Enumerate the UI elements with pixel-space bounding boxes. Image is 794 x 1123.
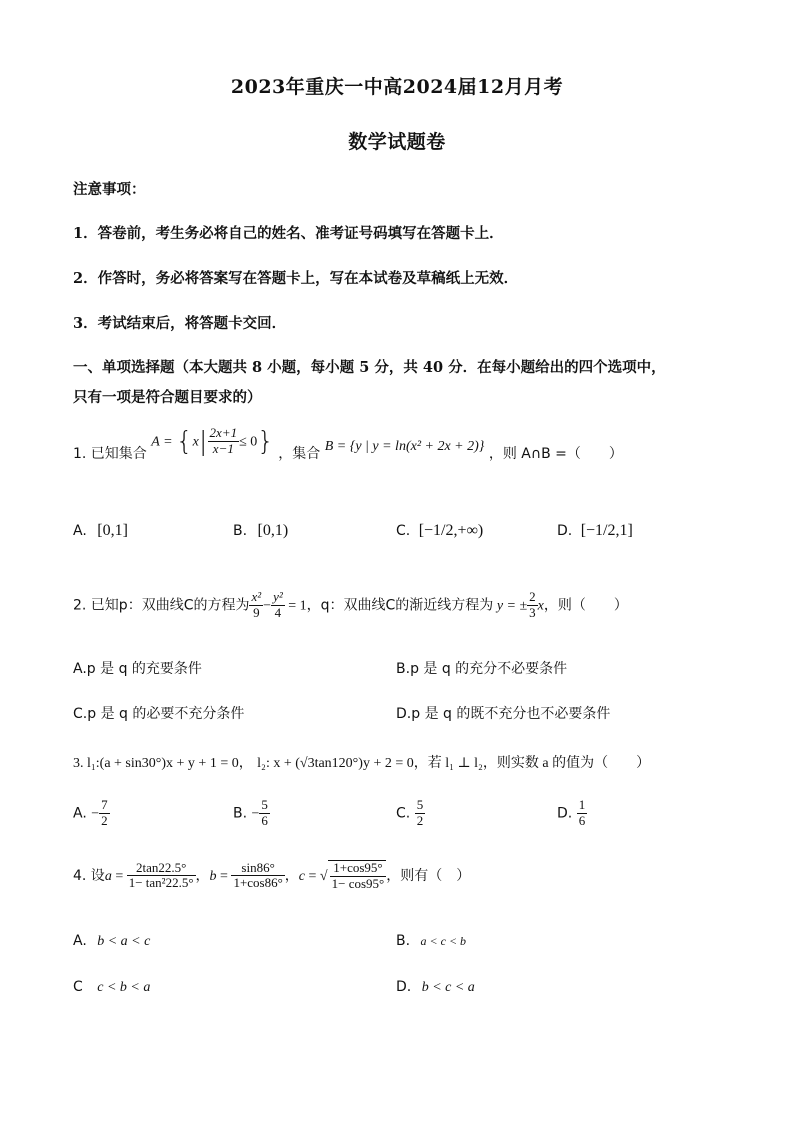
q4-c-num: 1+cos95° [330, 861, 387, 877]
q2-frac-y: $\frac{\text{y²}}{4}$ [273, 589, 283, 620]
q3-line-1: 3. l₁:(a + sin30°)x + y + 1 = 0， [73, 756, 253, 771]
q1-option-a-label: A. [73, 523, 87, 539]
q2-eq-mid: ，q：双曲线C的渐近线方程为 [306, 597, 494, 614]
q3-option-d-label: D. [557, 805, 573, 822]
notice-heading: 注意事项： [73, 181, 146, 198]
q4-option-d-label: D. [396, 979, 412, 995]
q2-option-c-text: p 是 q 的必要不充分条件 [87, 706, 245, 722]
q1-option-a-text: [0,1] [97, 522, 128, 539]
q1-set-b: B = {y | y = ln(x² + 2x + 2)} [324, 439, 485, 454]
q1-suffix: ，则 A∩B =（ ） [488, 446, 623, 462]
exam-subtitle: 数学试题卷 [348, 131, 446, 153]
q4-b-num: sin86° [231, 861, 284, 877]
q4-frac-a [127, 861, 196, 892]
notice-item-1: 1．答卷前，考生务必将自己的姓名、准考证号码填写在答题卡上． [73, 225, 504, 242]
q1-option-d[interactable] [557, 522, 633, 540]
q2-option-c[interactable] [73, 703, 244, 723]
q1-option-b-label: B. [233, 523, 248, 539]
q3-option-b-label: B. [233, 805, 248, 822]
question-2: 2. 已知p：双曲线C的方程为 $\frac{\text{x²}}{9}$ − $\frac{\text{y²}}{4}$ = 1，q：双曲线C的渐近线方程为 y = ± $\frac{2}{3}$ x，则（ ） [73, 589, 628, 620]
q3-option-d-num: 1 [578, 797, 586, 812]
question-1 [73, 425, 623, 463]
q4-suffix: ，则有（ ） [386, 867, 471, 884]
q2-option-b-label: B. [396, 661, 411, 677]
q2-frac-asym: $\frac{2}{3}$ [529, 589, 536, 620]
q3-option-b[interactable] [233, 798, 270, 829]
q3-option-c[interactable] [396, 798, 425, 829]
q4-option-c-text: c < b < a [97, 980, 151, 995]
q3-option-c-frac [415, 798, 426, 829]
q3-option-b-sign: − [251, 806, 260, 822]
q2-option-a-label: A. [73, 661, 87, 677]
q1-option-d-label: D. [557, 523, 573, 539]
q3-option-a-frac [99, 798, 110, 829]
q1-mid: ，集合 [278, 446, 321, 462]
q4-option-b-label: B. [396, 933, 411, 949]
q2-prefix: 2. 已知p：双曲线C的方程为 [73, 597, 250, 614]
q1-option-d-text: [−1/2,1] [580, 522, 633, 539]
q3-option-a-den: 2 [101, 812, 108, 828]
q1-option-b-text: [0,1) [257, 522, 289, 539]
q2-frac-x: $\frac{\text{x²}}{9}$ [251, 589, 262, 620]
q4-a-num: 2tan22.5° [127, 861, 196, 877]
q3-option-d[interactable] [557, 798, 587, 829]
q4-option-b-text: a < c < b [420, 934, 467, 948]
q4-option-a-label: A. [73, 933, 87, 949]
q4-a-den: 1− tan²22.5° [128, 875, 194, 891]
q2-option-a-text: p 是 q 的充要条件 [86, 661, 202, 677]
q3-option-a-sign: − [91, 806, 100, 822]
q1-set-a-lhs: A = [151, 434, 177, 450]
q4-option-d-text: b < c < a [421, 980, 475, 995]
q3-line-2: l₂: x + (√3tan120°)y + 2 = 0，若 l₁ ⊥ l₂，则实数 a 的值为（ ） [257, 756, 651, 771]
notice-item-3: 3．考试结束后，将答题卡交回． [73, 315, 287, 332]
q1-set-a-rel: ≤ 0 [239, 434, 258, 450]
q4-option-c-label: C [73, 979, 83, 995]
q2-option-c-label: C. [73, 706, 88, 722]
q3-option-a-num: 7 [101, 797, 108, 812]
section1-heading-line1: 一、单项选择题（本大题共 8 小题，每小题 5 分，共 40 分．在每小题给出的四个选项中， [73, 359, 666, 376]
q2-option-b-text: p 是 q 的充分不必要条件 [410, 661, 568, 677]
q1-set-a-var: x [192, 434, 199, 450]
q3-option-a[interactable] [73, 798, 110, 829]
section1-heading-line2: 只有一项是符合题目要求的） [73, 389, 262, 406]
q3-option-c-num: 5 [416, 797, 424, 812]
q3-option-d-frac [577, 798, 588, 829]
q1-set-a-num: 2x+1 [209, 425, 238, 440]
q2-option-a[interactable] [73, 658, 202, 678]
question-4: 4. 设a = $\frac{2\tan 22.5^\circ}{\text{1− tan²22.5°}}$ ，b = $\frac{\sin 86^\circ}{1+\cos 86^\circ}$ ，c = √ $\frac{1+\cos 95^\circ}{1- \cos 95^\circ}$ ，则有（ ） [73, 859, 471, 891]
notice-item-2: 2．作答时，务必将答案写在答题卡上，写在本试卷及草稿纸上无效． [73, 270, 519, 287]
q4-option-a[interactable] [73, 933, 150, 950]
q4-frac-b [231, 861, 284, 892]
q3-option-b-num: 5 [261, 797, 268, 812]
q4-frac-c [330, 861, 387, 892]
exam-title: 2023年重庆一中高2024届12月月考 [230, 76, 564, 98]
q4-option-b[interactable] [396, 933, 466, 949]
q3-option-c-den: 2 [416, 812, 424, 828]
q4-b-den: 1+cos86° [233, 875, 283, 891]
q4-prefix: 4. 设 [73, 867, 105, 884]
q4-option-d[interactable] [396, 979, 475, 996]
q4-c-den: 1− cos95° [331, 875, 385, 891]
q1-set-a-fraction [208, 426, 240, 457]
q2-option-d-label: D. [396, 706, 412, 722]
q3-option-d-den: 6 [578, 812, 586, 828]
q1-set-a-den: x−1 [212, 440, 234, 456]
q1-option-c[interactable] [396, 522, 483, 540]
q3-option-a-label: A. [73, 805, 87, 822]
q2-option-d[interactable] [396, 703, 610, 723]
q3-option-b-den: 6 [261, 812, 268, 828]
question-3 [73, 752, 650, 772]
q1-option-c-label: C. [396, 523, 411, 539]
q1-option-a[interactable] [73, 522, 128, 540]
q1-option-c-text: [−1/2,+∞) [418, 522, 484, 539]
q3-option-b-frac [259, 798, 270, 829]
q1-option-b[interactable] [233, 522, 288, 540]
q2-option-b[interactable] [396, 658, 567, 678]
q1-prefix: 1. 已知集合 [73, 446, 147, 462]
q1-set-a: A = {x| $\frac{2x+1}{x-1}$ ≤ 0} [151, 425, 274, 457]
q4-option-a-text: b < a < c [97, 934, 151, 949]
q3-option-c-label: C. [396, 805, 411, 822]
q2-option-d-text: p 是 q 的既不充分也不必要条件 [411, 706, 611, 722]
q4-option-c[interactable] [73, 979, 150, 996]
q2-suffix: ，则（ ） [543, 597, 628, 614]
